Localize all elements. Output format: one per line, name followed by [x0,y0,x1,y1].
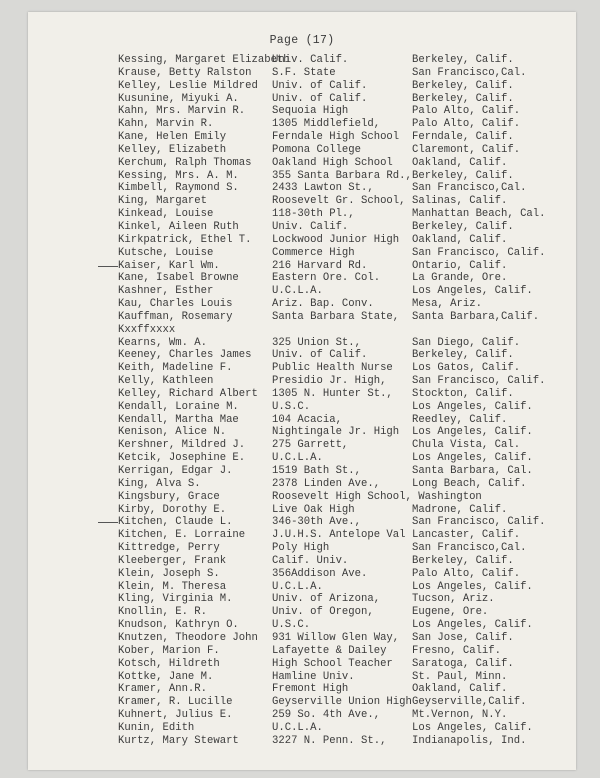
entry-city: Oakland, Calif. [412,156,508,169]
entry-city: Palo Alto, Calif. [412,118,521,131]
entry-name: Kelley, Leslie Mildred [118,79,258,92]
entry-institution: Pomona College [272,143,362,156]
margin-mark [98,522,118,523]
entry-institution: Santa Barbara State, [272,310,400,323]
list-item [118,195,570,208]
list-item [118,414,570,427]
entry-city: Ontario, Calif. [412,259,508,272]
entry-name: Kleeberger, Frank [118,554,227,567]
entry-name: Kashner, Esther [118,285,214,298]
entry-city: Tucson, Ariz. [412,593,495,606]
entry-name: Kenison, Alice N. [118,426,227,439]
list-item [118,504,570,517]
list-item [118,247,570,260]
entry-name: Kober, Marion F. [118,644,220,657]
entry-name: King, Margaret [118,195,208,208]
list-item [118,516,570,529]
entry-institution: 104 Acacia, [272,413,342,426]
entry-name: Klein, M. Theresa [118,580,227,593]
list-item [118,118,570,131]
entry-institution: 118-30th Pl., [272,208,355,221]
entry-name: Kessing, Mrs. A. M. [118,169,239,182]
list-item [118,182,570,195]
entry-city: Fresno, Calif. [412,644,502,657]
entry-name: Kling, Virginia M. [118,593,233,606]
entry-name: Knudson, Kathryn O. [118,619,239,632]
entry-city: Chula Vista, Cal. [412,439,521,452]
list-item [118,221,570,234]
entry-institution: U.C.L.A. [272,285,323,298]
entry-institution: High School Teacher [272,657,393,670]
entry-institution: Univ. of Calif. [272,349,368,362]
entry-name: Kramer, R. Lucille [118,696,233,709]
roster-list [118,54,570,748]
entry-institution: 356Addison Ave. [272,567,368,580]
entry-institution: 1305 Middlefield, [272,118,381,131]
entry-city: Geyserville,Calif. [412,696,527,709]
entry-name: King, Alva S. [118,477,201,490]
list-item [118,401,570,414]
list-item [118,144,570,157]
entry-institution: Geyserville Union High [272,696,412,709]
list-item [118,388,570,401]
list-item [118,632,570,645]
list-item [118,581,570,594]
entry-institution: J.U.H.S. Antelope Val [272,529,406,542]
entry-institution: Lockwood Junior High [272,233,400,246]
entry-city: San Francisco,Cal. [412,542,527,555]
entry-institution: 259 So. 4th Ave., [272,709,381,722]
entry-city: Santa Barbara,Calif. [412,310,540,323]
entry-institution: Sequoia High [272,105,349,118]
entry-city: Long Beach, Calif. [412,477,527,490]
entry-name: Kauffman, Rosemary [118,310,233,323]
entry-city: Los Angeles, Calif. [412,426,533,439]
entry-institution: 325 Union St., [272,336,362,349]
entry-city: Berkeley, Calif. [412,554,514,567]
entry-institution: 355 Santa Barbara Rd., [272,169,412,182]
entry-name: Kutsche, Louise [118,246,214,259]
entry-city: Los Angeles, Calif. [412,580,533,593]
entry-institution: Roosevelt High School, Washington [272,490,482,503]
entry-institution: U.C.L.A. [272,721,323,734]
entry-name: Knollin, E. R. [118,606,208,619]
entry-name: Kottke, Jane M. [118,670,214,683]
list-item [118,298,570,311]
entry-name: Kinkel, Aileen Ruth [118,220,239,233]
entry-institution: 275 Garrett, [272,439,349,452]
entry-name: Klein, Joseph S. [118,567,220,580]
list-item [118,452,570,465]
entry-institution: Presidio Jr. High, [272,375,387,388]
entry-city: Reedley, Calif. [412,413,508,426]
entry-name: Kuhnert, Julius E. [118,709,233,722]
entry-city: Los Angeles, Calif. [412,619,533,632]
list-item [118,93,570,106]
entry-city: Santa Barbara, Cal. [412,465,533,477]
list-item [118,722,570,735]
list-item [118,208,570,221]
entry-name: Kelley, Richard Albert [118,387,258,400]
list-item [118,683,570,696]
entry-city: Berkeley, Calif. [412,220,514,233]
entry-city: Mesa, Ariz. [412,298,482,311]
list-item [118,337,570,350]
entry-institution: U.S.C. [272,619,311,632]
list-item [118,671,570,684]
list-item [118,272,570,285]
entry-name: Kahn, Mrs. Marvin R. [118,105,246,118]
list-item [118,606,570,619]
entry-institution: Nightingale Jr. High [272,426,400,439]
entry-name: Ketcik, Josephine E. [118,452,246,465]
entry-city: Eugene, Ore. [412,606,489,619]
entry-name: Kessing, Margaret Elizabeth [118,54,290,66]
entry-name: Kerchum, Ralph Thomas [118,156,252,169]
entry-name: Kirkpatrick, Ethel T. [118,233,252,246]
entry-city: Madrone, Calif. [412,503,508,516]
entry-institution: 2378 Linden Ave., [272,477,381,490]
entry-name: Kelley, Elizabeth [118,143,227,156]
entry-name: Kerrigan, Edgar J. [118,465,233,477]
entry-institution: Univ. of Oregon, [272,606,374,619]
list-item [118,426,570,439]
entry-city: Ferndale, Calif. [412,131,514,144]
list-item [118,568,570,581]
entry-institution: Eastern Ore. Col. [272,272,381,285]
list-item [118,234,570,247]
list-item [118,555,570,568]
entry-institution: S.F. State [272,66,336,79]
list-item [118,311,570,324]
list-item [118,735,570,748]
entry-city: San Jose, Calif. [412,631,514,644]
entry-name: Kramer, Ann.R. [118,683,208,696]
entry-institution: U.C.L.A. [272,452,323,465]
entry-institution: Commerce High [272,246,355,259]
list-item [118,80,570,93]
entry-institution: Univ. of Arizona, [272,593,381,606]
entry-institution: Lafayette & Dailey [272,644,387,657]
entry-city: Stockton, Calif. [412,387,514,400]
entry-institution: Univ. Calif. [272,54,349,66]
entry-city: Palo Alto, Calif. [412,567,521,580]
list-item [118,324,570,337]
entry-name: Krause, Betty Ralston [118,66,252,79]
list-item [118,529,570,542]
entry-city: Berkeley, Calif. [412,79,514,92]
entry-institution: Calif. Univ. [272,554,349,567]
entry-name: Kotsch, Hildreth [118,657,220,670]
entry-name: Kendall, Loraine M. [118,400,239,413]
list-item [118,157,570,170]
entry-name: Kxxffxxxx [118,323,176,336]
document-page [28,12,576,770]
entry-city: Lancaster, Calif. [412,529,521,542]
entry-city: Claremont, Calif. [412,143,521,156]
entry-institution: Univ. Calif. [272,220,349,233]
list-item [118,542,570,555]
entry-city: Saratoga, Calif. [412,657,514,670]
entry-city: Palo Alto, Calif. [412,105,521,118]
list-item [118,709,570,722]
entry-city: San Diego, Calif. [412,336,521,349]
entry-city: San Francisco, Calif. [412,516,546,529]
list-item [118,54,570,67]
entry-name: Kelly, Kathleen [118,375,214,388]
entry-institution: Poly High [272,542,330,555]
entry-name: Kearns, Wm. A. [118,336,208,349]
entry-name: Kau, Charles Louis [118,298,233,311]
entry-name: Kitchen, Claude L. [118,516,233,529]
list-item [118,491,570,504]
entry-institution: 1305 N. Hunter St., [272,387,393,400]
entry-name: Kendall, Martha Mae [118,413,239,426]
entry-name: Kinkead, Louise [118,208,214,221]
entry-city: Berkeley, Calif. [412,169,514,182]
entry-institution: 216 Harvard Rd. [272,259,368,272]
entry-name: Kurtz, Mary Stewart [118,734,239,747]
entry-city: San Francisco, Calif. [412,246,546,259]
entry-institution: Hamline Univ. [272,670,355,683]
entry-city: Manhattan Beach, Cal. [412,208,546,221]
entry-city: St. Paul, Minn. [412,670,508,683]
entry-city: San Francisco, Calif. [412,375,546,388]
entry-institution: Roosevelt Gr. School, [272,195,406,208]
entry-name: Knutzen, Theodore John [118,631,258,644]
entry-city: Salinas, Calif. [412,195,508,208]
entry-name: Keith, Madeline F. [118,362,233,375]
entry-name: Kane, Isabel Browne [118,272,239,285]
entry-institution: 2433 Lawton St., [272,182,374,195]
entry-name: Kahn, Marvin R. [118,118,214,131]
list-item [118,478,570,491]
list-item [118,170,570,183]
entry-city: Los Angeles, Calif. [412,285,533,298]
entry-city: Berkeley, Calif. [412,349,514,362]
entry-city: Los Gatos, Calif. [412,362,521,375]
entry-city: San Francisco,Cal. [412,182,527,195]
list-item [118,465,570,478]
entry-name: Kunin, Edith [118,721,195,734]
list-item [118,362,570,375]
entry-institution: 1519 Bath St., [272,465,362,477]
entry-name: Kingsbury, Grace [118,490,220,503]
entry-city: Berkeley, Calif. [412,92,514,105]
entry-city: Indianapolis, Ind. [412,734,527,747]
list-item [118,658,570,671]
list-item [118,645,570,658]
page-title: Page (17) [269,34,335,47]
entry-institution: Live Oak High [272,503,355,516]
list-item [118,619,570,632]
entry-name: Kirby, Dorothy E. [118,503,227,516]
entry-city: Oakland, Calif. [412,233,508,246]
entry-institution: Univ. of Calif. [272,79,368,92]
entry-city: Los Angeles, Calif. [412,452,533,465]
entry-institution: Ariz. Bap. Conv. [272,298,374,311]
entry-name: Kane, Helen Emily [118,131,227,144]
entry-institution: U.C.L.A. [272,580,323,593]
entry-name: Kusunine, Miyuki A. [118,92,239,105]
entry-city: Oakland, Calif. [412,683,508,696]
entry-institution: Oakland High School [272,156,393,169]
entry-city: Berkeley, Calif. [412,54,514,66]
list-item [118,696,570,709]
list-item [118,439,570,452]
list-item [118,375,570,388]
list-item [118,105,570,118]
entry-city: San Francisco,Cal. [412,66,527,79]
entry-city: Los Angeles, Calif. [412,721,533,734]
entry-institution: 931 Willow Glen Way, [272,631,400,644]
entry-institution: Fremont High [272,683,349,696]
entry-institution: Univ. of Calif. [272,92,368,105]
entry-name: Keeney, Charles James [118,349,252,362]
list-item [118,593,570,606]
margin-mark [98,266,118,267]
list-item [118,67,570,80]
entry-name: Kitchen, E. Lorraine [118,529,246,542]
entry-name: Kaiser, Karl Wm. [118,259,220,272]
list-item [118,131,570,144]
list-item [118,260,570,273]
entry-name: Kershner, Mildred J. [118,439,246,452]
entry-institution: U.S.C. [272,400,311,413]
list-item [118,285,570,298]
entry-institution: Public Health Nurse [272,362,393,375]
list-item [118,349,570,362]
entry-institution: 3227 N. Penn. St., [272,734,387,747]
entry-institution: Ferndale High School [272,131,400,144]
entry-city: Mt.Vernon, N.Y. [412,709,508,722]
entry-city: La Grande, Ore. [412,272,508,285]
entry-name: Kittredge, Perry [118,542,220,555]
entry-institution: 346-30th Ave., [272,516,362,529]
entry-city: Los Angeles, Calif. [412,400,533,413]
entry-name: Kimbell, Raymond S. [118,182,239,195]
